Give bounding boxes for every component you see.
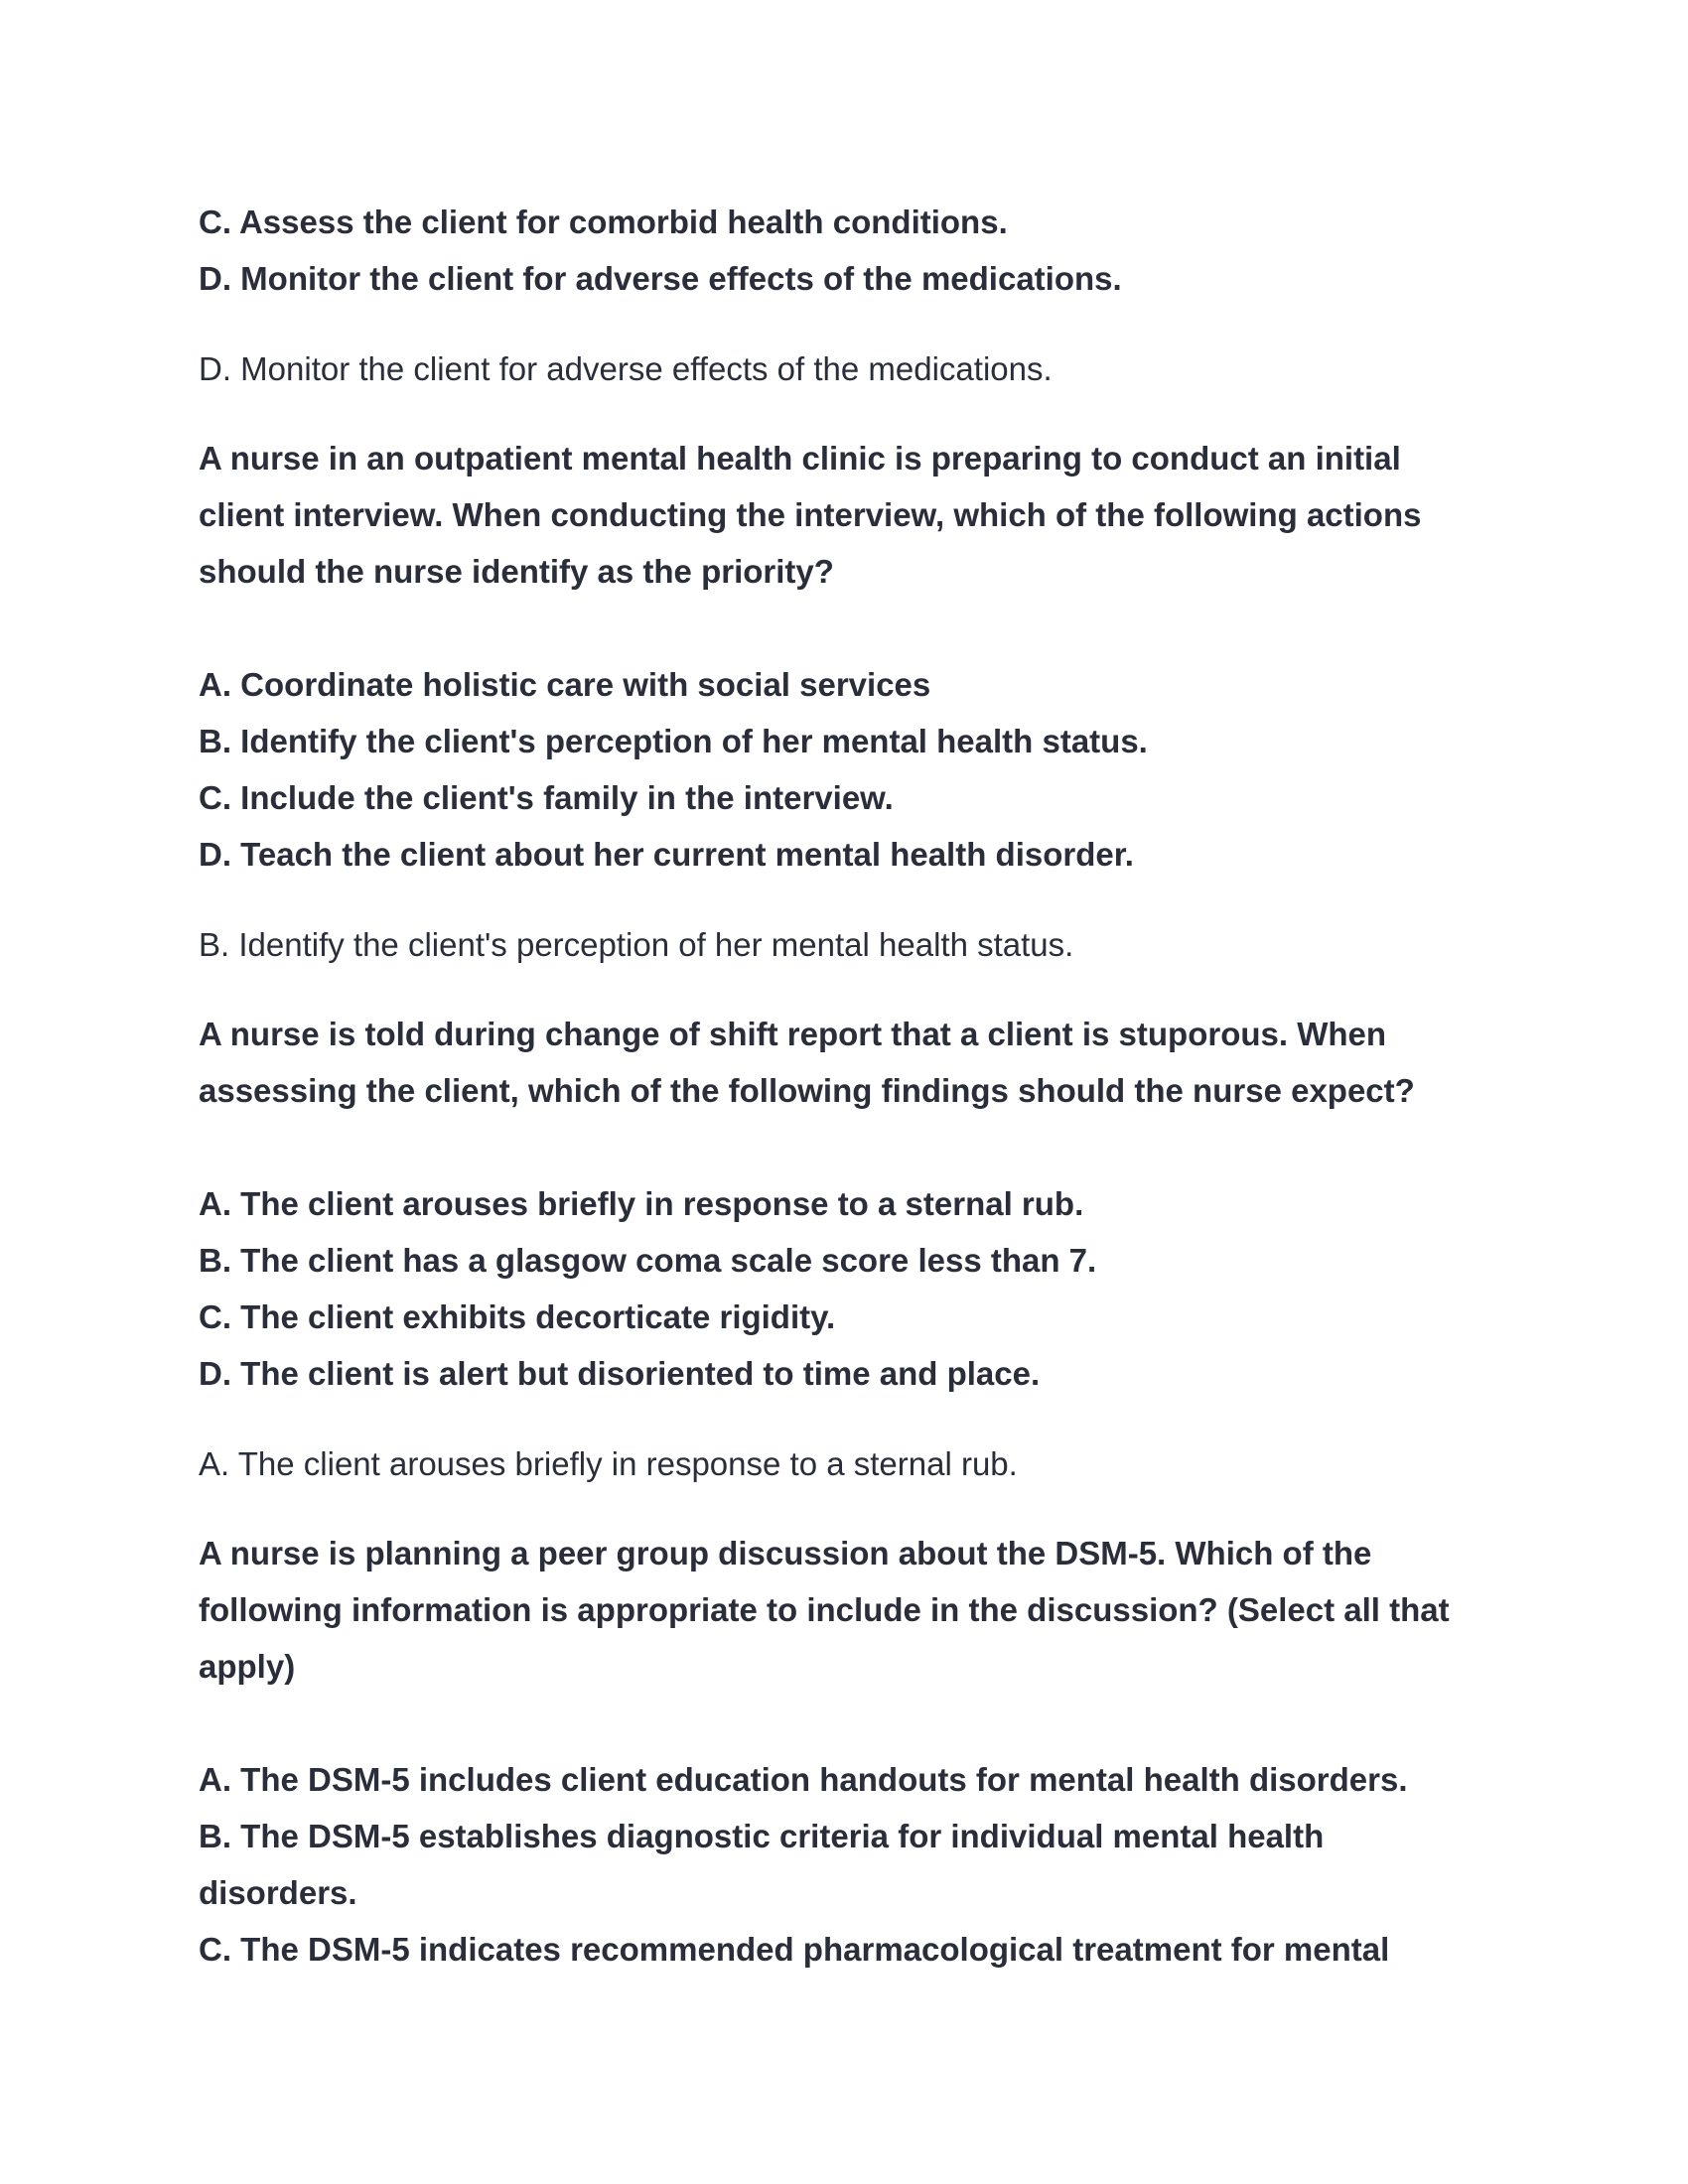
question-block-1 bbox=[199, 430, 1509, 973]
option-c: C. The DSM-5 indicates recommended pharmacological treatment for mental bbox=[199, 1931, 1390, 1968]
option-d: D. Monitor the client for adverse effects of the medications. bbox=[199, 260, 1122, 297]
option-a: A. The DSM-5 includes client education handouts for mental health disorders. bbox=[199, 1761, 1408, 1798]
question-line: assessing the client, which of the following findings should the nurse expect? bbox=[199, 1072, 1415, 1109]
option-c: C. The client exhibits decorticate rigidity. bbox=[199, 1298, 836, 1335]
document-page bbox=[199, 194, 1509, 1978]
option-b: B. The client has a glasgow coma scale score less than 7. bbox=[199, 1242, 1097, 1279]
question-block-0 bbox=[199, 194, 1509, 397]
question-line: following information is appropriate to include in the discussion? (Select all that bbox=[199, 1591, 1450, 1628]
option-d: D. Teach the client about her current mental health disorder. bbox=[199, 836, 1134, 873]
option-b-continued: disorders. bbox=[199, 1874, 357, 1911]
option-a: A. The client arouses briefly in response to a sternal rub. bbox=[199, 1185, 1084, 1222]
option-d: D. The client is alert but disoriented to time and place. bbox=[199, 1355, 1041, 1392]
answer-text: B. Identify the client's perception of her mental health status. bbox=[199, 926, 1074, 963]
answer-text: A. The client arouses briefly in response to a sternal rub. bbox=[199, 1445, 1018, 1482]
option-c: C. Include the client's family in the interview. bbox=[199, 779, 894, 816]
option-b: B. The DSM-5 establishes diagnostic criteria for individual mental health bbox=[199, 1818, 1325, 1854]
answer-text: D. Monitor the client for adverse effects of the medications. bbox=[199, 350, 1053, 387]
question-line: A nurse is planning a peer group discussion about the DSM-5. Which of the bbox=[199, 1535, 1372, 1571]
question-line: should the nurse identify as the priority? bbox=[199, 553, 834, 590]
question-line: A nurse is told during change of shift report that a client is stuporous. When bbox=[199, 1016, 1387, 1052]
option-b: B. Identify the client's perception of her mental health status. bbox=[199, 723, 1148, 759]
question-block-3 bbox=[199, 1525, 1509, 1978]
question-block-2 bbox=[199, 1006, 1509, 1492]
option-c: C. Assess the client for comorbid health conditions. bbox=[199, 204, 1008, 240]
option-a: A. Coordinate holistic care with social services bbox=[199, 666, 931, 703]
question-line: A nurse in an outpatient mental health clinic is preparing to conduct an initial bbox=[199, 440, 1401, 477]
question-line: client interview. When conducting the interview, which of the following actions bbox=[199, 496, 1422, 533]
question-line: apply) bbox=[199, 1648, 296, 1685]
